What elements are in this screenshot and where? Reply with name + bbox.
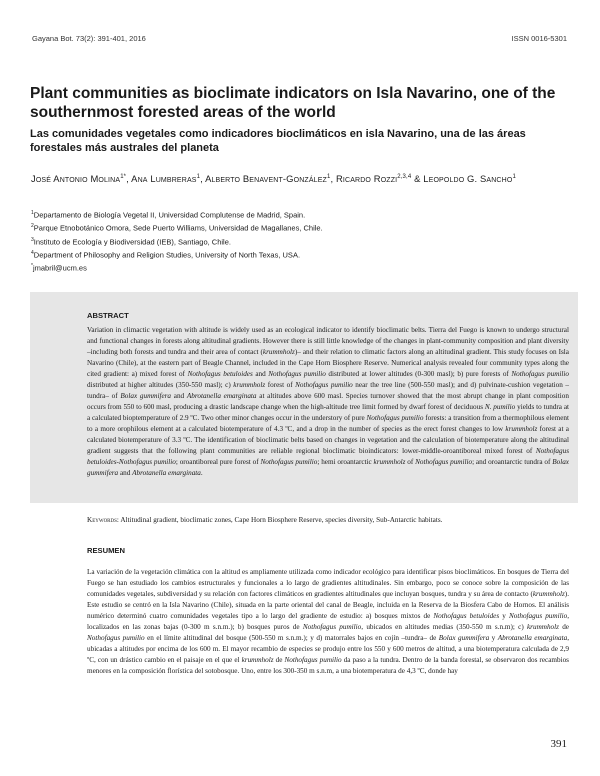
italic-term: krummholz bbox=[233, 381, 266, 389]
resumen-text bbox=[87, 567, 569, 677]
text-run: , localizados en las zonas bajas (0-300 m s.n.m.); b) bosques puros de bbox=[87, 612, 569, 631]
resumen-heading: RESUMEN bbox=[87, 546, 125, 555]
text-run: of bbox=[405, 458, 416, 466]
italic-term: krummholz bbox=[241, 656, 274, 664]
italic-term: N. pumilio bbox=[484, 403, 516, 411]
text-run: ; oroantiboreal pure forest of bbox=[175, 458, 261, 466]
italic-term: Nothofagus pumilio bbox=[415, 458, 473, 466]
italic-term: Nothofagus pumilio bbox=[366, 414, 424, 422]
author-list bbox=[31, 169, 576, 187]
text-run: da paso a la tundra. Dentro de la banda forestal, se observaron dos recambios menores en la composición florística del sotobosque. Uno, entre los 300-350 m s.n.m, a una biotemperatura de 4,3 ºC, donde hay bbox=[87, 656, 569, 675]
author: Alberto Benavent-González$^1$, bbox=[205, 173, 336, 185]
italic-term: krummholz bbox=[373, 458, 406, 466]
keywords-label: Keywords: bbox=[87, 516, 119, 524]
article-subtitle-spanish: Las comunidades vegetales como indicadores bioclimáticos en isla Navarino, una de las áreas forestales más australes del planeta bbox=[30, 128, 526, 154]
text-run: ; and oroantarctic tundra of bbox=[472, 458, 553, 466]
keywords-text: Altitudinal gradient, bioclimatic zones, Cape Horn Biosphere Reserve, species diversity, Sub-Antarctic habitats. bbox=[118, 516, 443, 524]
author: José Antonio Molina$^{1*}$, bbox=[31, 173, 132, 185]
text-run: ). Este estudio se centró en la Isla Navarino (Chile), situada en la parte oriental del canal de Beagle, incluida en la Reserva de la Biosfera Cabo de Hornos. El análisis numérico determinó cuatro comunidades vegetales tipo a lo largo del gradiente de estudio: a) bosques mixtos de bbox=[87, 590, 569, 620]
affiliation: $^4$Department of Philosophy and Religion Studies, University of North Texas, USA. bbox=[31, 249, 301, 260]
text-run: yields to tundra at a calculated bioptemperature of 2.9 ºC. Two other minor changes occur in the understory of pure bbox=[87, 403, 570, 422]
text-run: forest of bbox=[265, 381, 296, 389]
italic-term: Nothofagus pumilio bbox=[260, 458, 318, 466]
affiliation: $^1$Departamento de Biología Vegetal II, Universidad Complutense de Madrid, Spain. bbox=[31, 210, 306, 220]
text-run: and bbox=[171, 392, 187, 400]
text-run: y bbox=[499, 612, 509, 620]
italic-term: Nothofagus pumilio bbox=[87, 634, 145, 642]
affiliation: $^3$Instituto de Ecología y Biodiversidad (IEB), Santiago, Chile. bbox=[31, 236, 231, 247]
text-run: , ubicadas a altitudes por encima de los 600 m. El mayor recambio de especies se produjo entre los 550 y 600 metros de altitud, a una biotemperatura calculada de 2,9 ºC, con un drástico cambio en el paisaje en el que el bbox=[87, 634, 569, 664]
italic-term: krummholz bbox=[262, 348, 295, 356]
italic-term: Nothofagus pumilio bbox=[295, 381, 353, 389]
italic-term: Nothofagus pumilio bbox=[302, 623, 362, 631]
abstract-text bbox=[87, 325, 569, 479]
text-run: Variation in climactic vegetation with altitude is widely used as an ecological indicator to identify bioclimatic belts. Tierra del Fuego is known to undergo structural and functional changes in forests along altitudinal gradients. However there is still little knowledge of the changes in plant-community composition and plant diversity –including both forests and tundra and their area of contact ( bbox=[87, 326, 569, 356]
text-run: , ubicados en altitudes medias (350-550 m s.n.m); c) bbox=[361, 623, 527, 631]
italic-term: krummholz bbox=[532, 590, 565, 598]
article-title: Plant communities as bioclimate indicators on Isla Navarino, one of the southernmost forested areas of the world bbox=[30, 85, 556, 121]
text-run: forests: a transition from a thermophilous element to a more orophilous element at a calculated biotemperature of 4.3 ºC, and a drop in the number of species as the erect forest changes to low bbox=[87, 414, 569, 433]
text-run: ; hemi oroantarctic bbox=[317, 458, 374, 466]
text-run: and bbox=[118, 469, 133, 477]
issn: ISSN 0016-5301 bbox=[511, 34, 567, 43]
author: Ricardo Rozzi$^{2,3,4}$ & bbox=[335, 173, 424, 185]
italic-term: krummholz bbox=[526, 623, 559, 631]
italic-term: Bolax gummifera bbox=[438, 634, 490, 642]
italic-term: Nothofagus betuloides bbox=[433, 612, 500, 620]
italic-term: Nothofagus betuloides bbox=[187, 370, 253, 378]
italic-term: Nothofagus pumilio bbox=[508, 612, 568, 620]
text-run: distributed at higher altitudes (350-550 masl); c) bbox=[87, 381, 234, 389]
page-number: 391 bbox=[550, 738, 567, 750]
text-run: y bbox=[489, 634, 498, 642]
author: Ana Lumbreras$^1$, bbox=[131, 173, 206, 185]
keywords bbox=[87, 515, 569, 526]
italic-term: Abrotanella emarginata bbox=[132, 469, 201, 477]
text-run: forest at a calculated biotemperature of 3.3 ºC. The identification of bioclimatic belts based on changes in vegetation and the calculation of biotemperature along the altitudinal gradient suggests that the following plant communities are reliable regional bioclimatic bioindicators: lower-middle-oroantiboreal mixed forest of bbox=[87, 425, 569, 455]
abstract-heading: ABSTRACT bbox=[87, 311, 129, 320]
text-run: en el límite altitudinal del bosque (500-550 m s.n.m.); y d) matorrales bajos en cojín –tundra– de bbox=[144, 634, 439, 642]
italic-term: Nothofagus pumilio bbox=[511, 370, 569, 378]
text-run: La variación de la vegetación climática con la altitud es ampliamente utilizada como indicador ecológico para identificar pisos bioclimáticos. En bosques de Tierra del Fuego se han estudiado los cambios estructurales y funcionales a lo largo de gradientes altitudinales. Sin embargo, poco se conoce sobre la composición de las comunidades vegetales, subdiversidad y su relación con factores climáticos en gradientes altitudinales que incluyan bosques, tundra y su área de contacto ( bbox=[87, 568, 569, 598]
text-run: near the tree line (500-550 masl); and d) pulvinate-cushion vegetation –tundra– of bbox=[87, 381, 569, 400]
journal-citation: Gayana Bot. 73(2): 391-401, 2016 bbox=[32, 34, 146, 43]
text-run: and bbox=[252, 370, 269, 378]
author: Leopoldo G. Sancho$^1$ bbox=[423, 173, 516, 185]
italic-term: Nothofagus pumilio bbox=[284, 656, 342, 664]
text-run: )– and their relation to climatic factors along an altitudinal gradient. This study focuses on Isla Navarino (Chile), at the eastern part of Beagle Channel, included in the Cape Horn Biosphere Reserve. Numerical analysis revealed four community types along the cited gradient: a) mixed forest of bbox=[87, 348, 569, 378]
italic-term: krummholz bbox=[505, 425, 538, 433]
italic-term: Bolax gummifera bbox=[87, 458, 569, 477]
affiliation-list bbox=[31, 208, 576, 274]
text-run: de bbox=[273, 656, 285, 664]
italic-term: Bolax gummifera bbox=[120, 392, 172, 400]
text-run: de bbox=[558, 623, 569, 631]
italic-term: Abrotanella emarginata bbox=[186, 392, 257, 400]
text-run: at altitudes above 600 masl. Species turnover showed that the most abrupt change in plant composition occurs from 550 to 600 masl, producing a drastic landscape change when the high-altitude tree limit formed by dwarf forest of deciduous bbox=[87, 392, 569, 411]
text-run: distributed at lower altitudes (0-300 masl); b) pure forests of bbox=[325, 370, 512, 378]
affiliation: $^2$Parque Etnobotánico Omora, Sede Puerto Williams, Universidad de Magallanes, Chile. bbox=[31, 223, 323, 233]
italic-term: Nothofagus pumilio bbox=[268, 370, 326, 378]
italic-term: Abrotanella emarginata bbox=[497, 634, 568, 642]
italic-term: Nothofagus betuloides-Nothofagus pumilio bbox=[87, 447, 569, 466]
corresponding-email[interactable]: *jmabril@ucm.es bbox=[31, 263, 87, 273]
text-run: . bbox=[200, 469, 203, 477]
